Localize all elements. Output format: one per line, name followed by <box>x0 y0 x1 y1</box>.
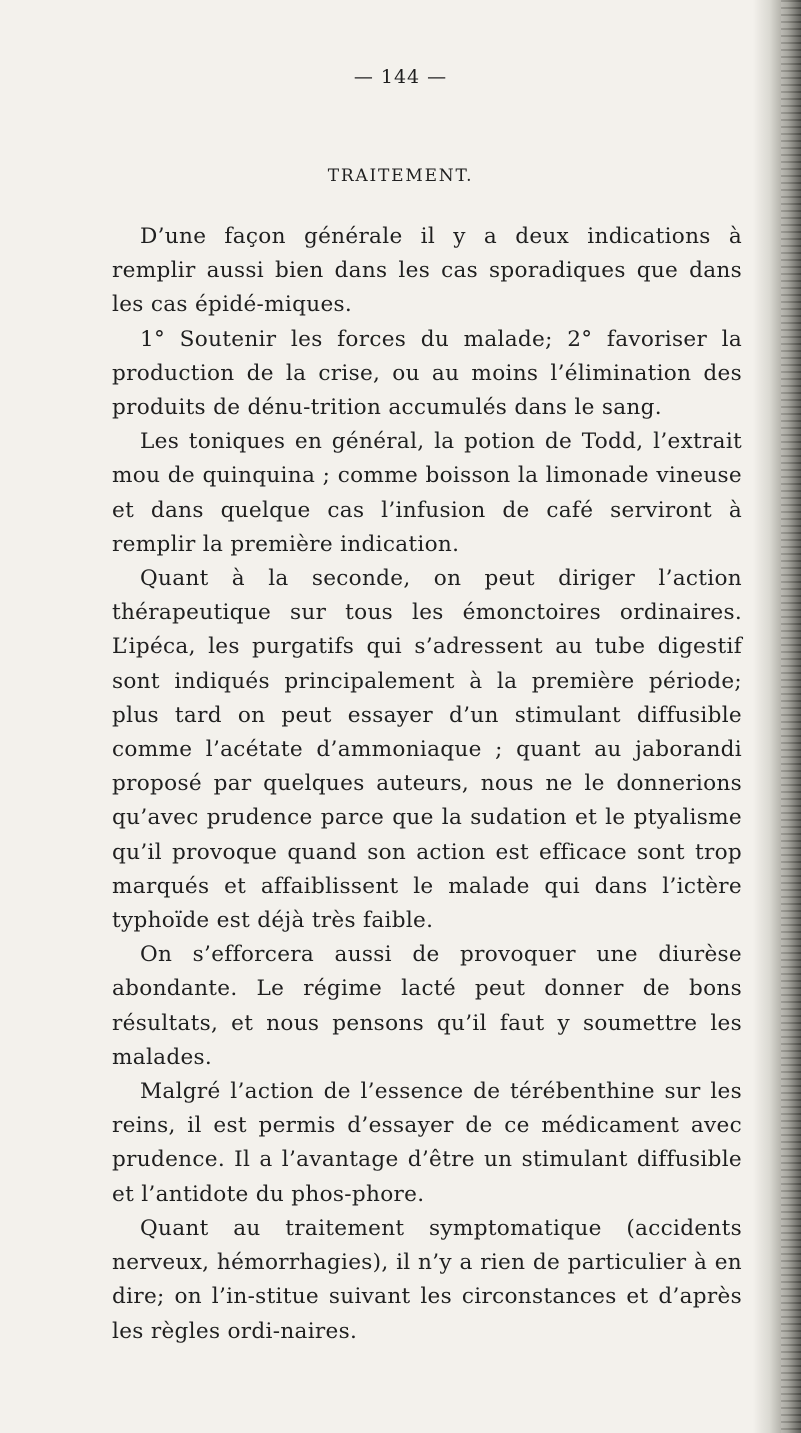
section-heading: TRAITEMENT. <box>327 166 474 186</box>
paragraph-1: D’une façon générale il y a deux indications à remplir aussi bien dans les cas sporadiques que dans les cas épidé-miques. <box>112 224 742 318</box>
paragraph-6: Malgré l’action de l’essence de térébenthine sur les reins, il est permis d’essayer de ce médicament avec prudence. Il a l’avantage d’être un stimulant diffusible et l’antidote du phos-phore. <box>112 1079 742 1207</box>
page-number: — 144 — <box>353 66 448 88</box>
paragraph-2: 1° Soutenir les forces du malade; 2° favoriser la production de la crise, ou au moins l’élimination des produits de dénu-trition accumulés dans le sang. <box>112 326 742 421</box>
paragraph-3: Les toniques en général, la potion de Todd, l’extrait mou de quinquina ; comme boisson la limonade vineuse et dans quelque cas l’infusion de café serviront à remplir la première indication. <box>112 429 742 557</box>
page-edge-texture <box>781 0 801 1433</box>
paragraph-7: Quant au traitement symptomatique (accidents nerveux, hémorrhagies), il n’y a rien de particulier à en dire; on l’in-stitue suivant les circonstances et d’après les règles ordi-naires. <box>112 1215 742 1344</box>
main-text <box>112 220 742 1349</box>
paragraph-5: On s’efforcera aussi de provoquer une diurèse abondante. Le régime lacté peut donner de bons résultats, et nous pensons qu’il faut y soumettre les malades. <box>112 942 742 1070</box>
paragraph-4: Quant à la seconde, on peut diriger l’action thérapeutique sur tous les émonctoires ordinaires. L’ipéca, les purgatifs qui s’adressent au tube digestif sont indiqués principalement à la première période; plus tard on peut essayer d’un stimulant diffusible comme l’acétate d’ammoniaque ; quant au jaborandi proposé par quelques auteurs, nous ne le donnerions qu’avec prudence parce que la sudation et le ptyalisme qu’il provoque quand son action est efficace sont trop marqués et affaiblissent le malade qui dans l’ictère typhoïde est déjà très faible. <box>112 566 742 934</box>
